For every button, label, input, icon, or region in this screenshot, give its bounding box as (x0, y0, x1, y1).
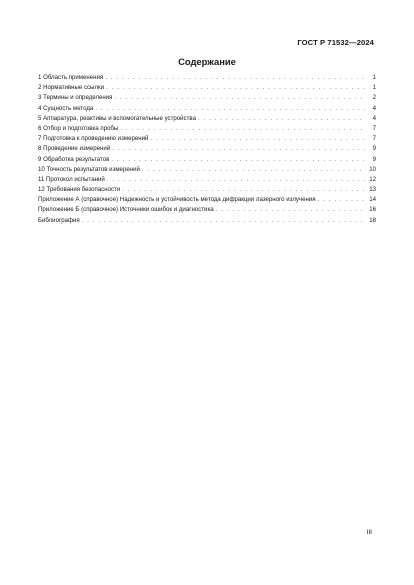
toc-entry-appendix-b[interactable] (38, 205, 376, 215)
toc-title: Содержание (178, 56, 236, 67)
dot-leader (111, 155, 366, 165)
toc-entry-9[interactable] (38, 155, 376, 165)
toc-entry-8[interactable] (38, 144, 376, 154)
toc-entry-1[interactable] (38, 73, 376, 83)
toc-entry-page: 10 (369, 165, 376, 173)
toc-entry-label: 12 Требования безопасности (38, 186, 121, 194)
toc-entry-label: 9 Обработка результатов (38, 155, 110, 163)
toc-entry-page: 4 (372, 114, 376, 122)
toc-entry-12[interactable] (38, 185, 376, 195)
toc-entry-bibliography[interactable] (38, 216, 376, 226)
toc-entry-5[interactable] (38, 114, 376, 124)
toc-entry-11[interactable] (38, 175, 376, 185)
dot-leader (120, 124, 366, 134)
toc-entry-label: 3 Термины и определения (38, 94, 113, 102)
toc-entry-page: 16 (369, 206, 376, 214)
dot-leader (95, 104, 366, 114)
toc-entry-page: 9 (372, 145, 376, 153)
toc-entry-appendix-a[interactable] (38, 195, 376, 205)
dot-leader (318, 195, 366, 205)
dot-leader (122, 185, 366, 195)
toc-entry-page: 13 (369, 186, 376, 194)
dot-leader (107, 175, 366, 185)
toc-entry-page: 1 (372, 74, 376, 81)
toc-entry-page: 18 (369, 216, 376, 224)
toc-entry-6[interactable] (38, 124, 376, 134)
toc-entry-label: Приложение Б (справочное) Источники ошибок и диагностика (38, 206, 214, 214)
toc-entry-page: 7 (372, 135, 376, 143)
dot-leader (114, 93, 366, 103)
document-code: ГОСТ Р 71532—2024 (297, 38, 374, 47)
toc-entry-2[interactable] (38, 83, 376, 93)
dot-leader (150, 134, 366, 144)
toc-entry-7[interactable] (38, 134, 376, 144)
toc-entry-label: 8 Проведение измерений (38, 145, 111, 153)
page-number: III (366, 529, 372, 536)
toc-entry-page: 14 (369, 196, 376, 204)
toc-entry-page: 12 (369, 175, 376, 183)
toc-entry-10[interactable] (38, 165, 376, 175)
toc-entry-3[interactable] (38, 93, 376, 103)
toc-entry-4[interactable] (38, 104, 376, 114)
dot-leader (216, 205, 366, 215)
toc-entry-page: 4 (372, 104, 376, 112)
toc-entry-label: 1 Область применения (38, 74, 104, 81)
dot-leader (106, 83, 366, 93)
toc-entry-label: 5 Аппаратура, реактивы и вспомогательные устройства (38, 114, 196, 122)
toc-entry-label: 11 Протокол испытаний (38, 175, 105, 183)
toc-entry-page: 2 (372, 94, 376, 102)
toc-entry-label: 2 Нормативные ссылки (38, 84, 105, 92)
toc-entry-page: 1 (372, 84, 376, 92)
dot-leader (142, 165, 366, 175)
toc-entry-label: Библиография (38, 216, 80, 224)
dot-leader (198, 114, 366, 124)
toc-entry-label: 4 Сущность метода (38, 104, 94, 112)
dot-leader (82, 216, 366, 226)
dot-leader (112, 144, 366, 154)
toc-entry-page: 7 (372, 124, 376, 132)
toc-entry-page: 9 (372, 155, 376, 163)
table-of-contents (38, 73, 376, 226)
toc-entry-label: 7 Подготовка к проведению измерений (38, 135, 149, 143)
toc-entry-label: 10 Точность результатов измерений (38, 165, 140, 173)
toc-entry-label: 6 Отбор и подготовка пробы (38, 124, 119, 132)
toc-entry-label: Приложение А (справочное) Надежность и устойчивость метода дифракции лазерного излучения (38, 196, 316, 204)
dot-leader (105, 73, 366, 83)
